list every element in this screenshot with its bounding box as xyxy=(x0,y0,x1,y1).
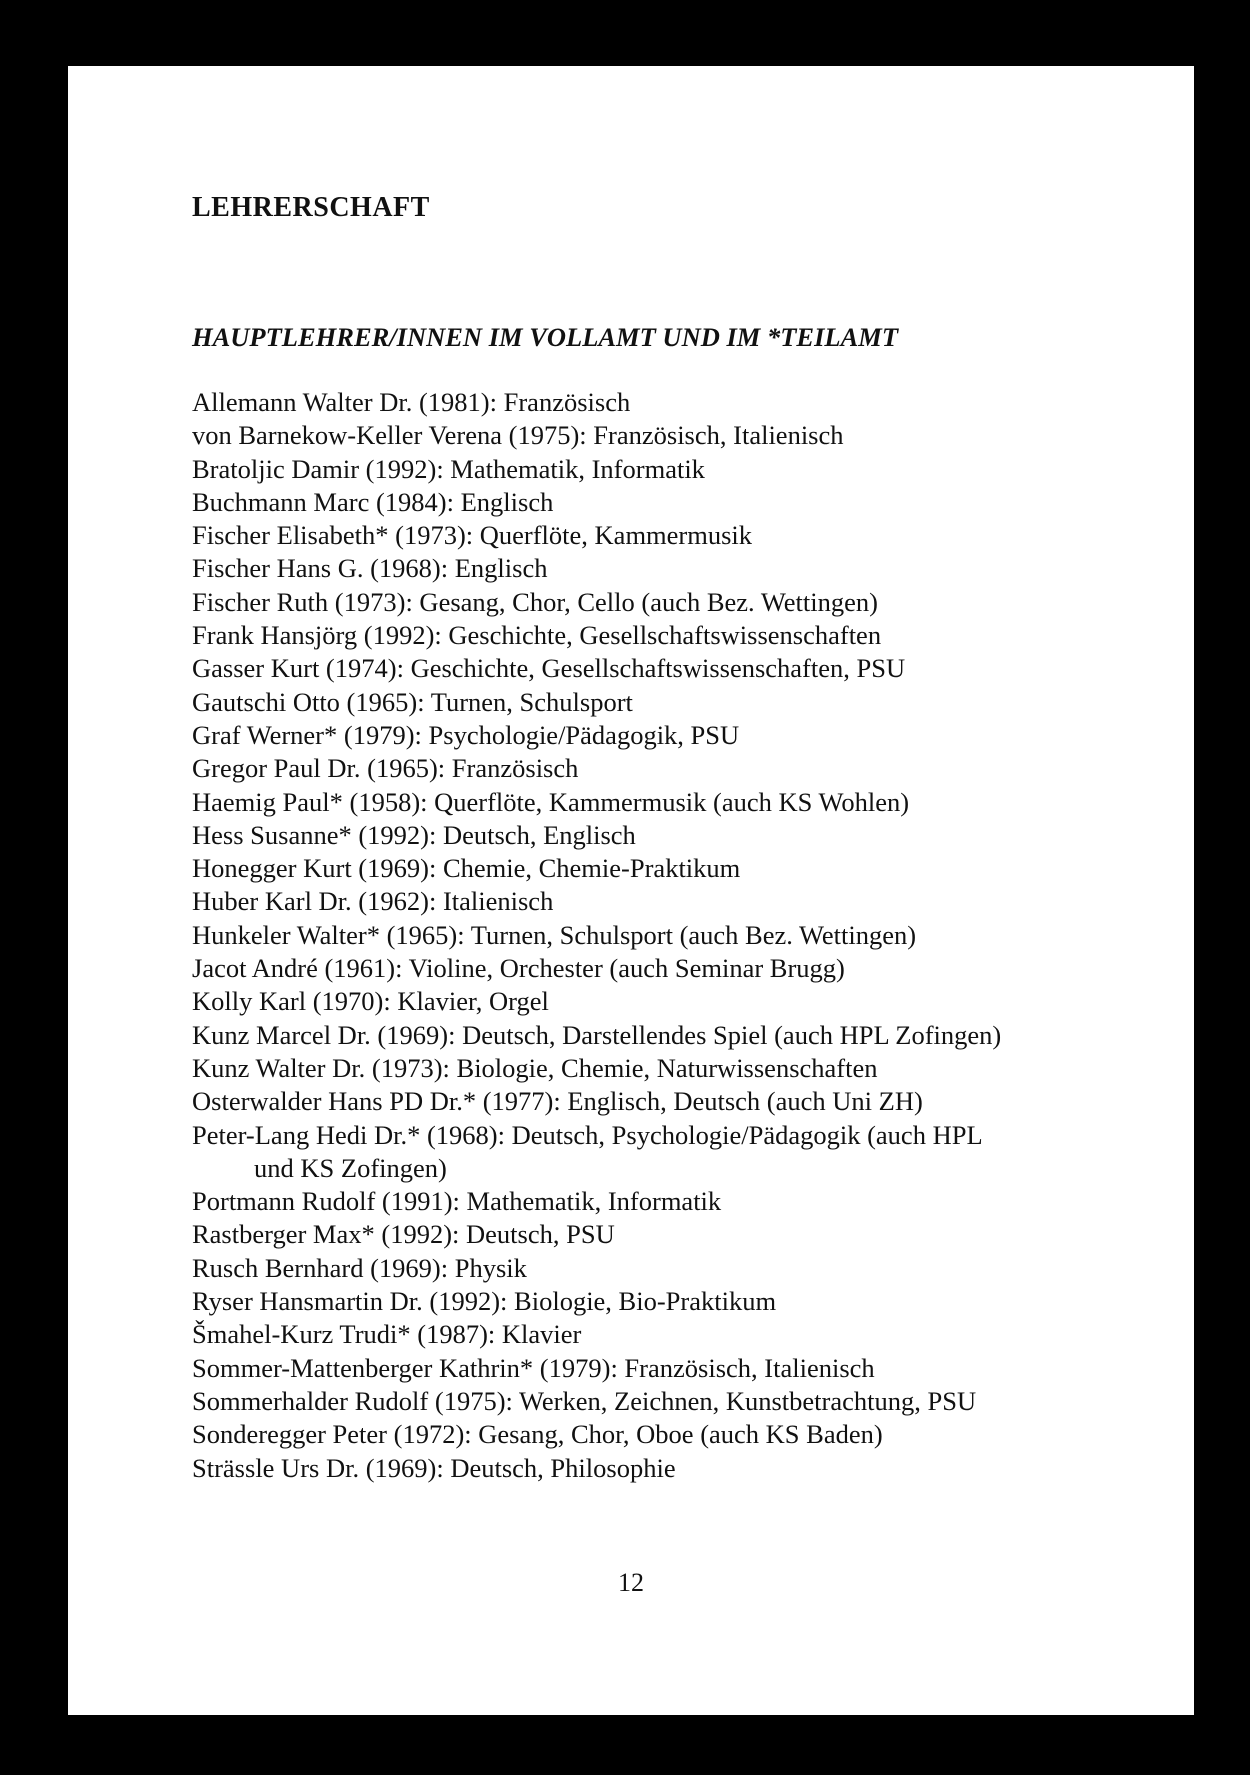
list-item: Gautschi Otto (1965): Turnen, Schulsport xyxy=(192,686,633,717)
list-item: Graf Werner* (1979): Psychologie/Pädagogik, PSU xyxy=(192,719,740,750)
page-title: LEHRERSCHAFT xyxy=(192,192,430,223)
list-item-continuation: und KS Zofingen) xyxy=(254,1152,447,1183)
list-item: Peter-Lang Hedi Dr.* (1968): Deutsch, Psychologie/Pädagogik (auch HPL xyxy=(192,1119,983,1150)
list-item: Strässle Urs Dr. (1969): Deutsch, Philosophie xyxy=(192,1452,676,1483)
list-item: Kunz Walter Dr. (1973): Biologie, Chemie, Naturwissenschaften xyxy=(192,1052,878,1083)
list-item: Allemann Walter Dr. (1981): Französisch xyxy=(192,387,631,417)
list-item: Fischer Elisabeth* (1973): Querflöte, Kammermusik xyxy=(192,520,753,551)
list-item: Frank Hansjörg (1992): Geschichte, Gesellschaftswissenschaften xyxy=(192,620,882,651)
list-item: Hunkeler Walter* (1965): Turnen, Schulsport (auch Bez. Wettingen) xyxy=(192,919,917,950)
list-item: Fischer Hans G. (1968): Englisch xyxy=(192,553,548,584)
list-item: Gregor Paul Dr. (1965): Französisch xyxy=(192,753,579,784)
list-item: Honegger Kurt (1969): Chemie, Chemie-Praktikum xyxy=(192,853,741,884)
list-item: Huber Karl Dr. (1962): Italienisch xyxy=(192,886,554,917)
list-item: von Barnekow-Keller Verena (1975): Französisch, Italienisch xyxy=(192,420,844,451)
list-item: Sonderegger Peter (1972): Gesang, Chor, Oboe (auch KS Baden) xyxy=(192,1419,883,1450)
list-item: Buchmann Marc (1984): Englisch xyxy=(192,486,554,517)
list-item: Kunz Marcel Dr. (1969): Deutsch, Darstellendes Spiel (auch HPL Zofingen) xyxy=(192,1019,1002,1050)
list-item: Gasser Kurt (1974): Geschichte, Gesellschaftswissenschaften, PSU xyxy=(192,653,906,684)
list-item: Sommer-Mattenberger Kathrin* (1979): Französisch, Italienisch xyxy=(192,1352,875,1383)
section-heading: HAUPTLEHRER/INNEN IM VOLLAMT UND IM *TEILAMT xyxy=(192,322,899,352)
list-item: Haemig Paul* (1958): Querflöte, Kammermusik (auch KS Wohlen) xyxy=(192,786,910,817)
list-item: Rusch Bernhard (1969): Physik xyxy=(192,1252,527,1283)
list-item: Fischer Ruth (1973): Gesang, Chor, Cello (auch Bez. Wettingen) xyxy=(192,586,878,617)
list-item: Portmann Rudolf (1991): Mathematik, Informatik xyxy=(192,1186,722,1217)
teacher-list xyxy=(192,386,1172,1485)
list-item: Rastberger Max* (1992): Deutsch, PSU xyxy=(192,1219,615,1250)
list-item: Šmahel-Kurz Trudi* (1987): Klavier xyxy=(192,1319,582,1350)
list-item: Sommerhalder Rudolf (1975): Werken, Zeichnen, Kunstbetrachtung, PSU xyxy=(192,1385,977,1416)
list-item: Hess Susanne* (1992): Deutsch, Englisch xyxy=(192,819,636,850)
list-item: Jacot André (1961): Violine, Orchester (auch Seminar Brugg) xyxy=(192,953,845,984)
list-item: Bratoljic Damir (1992): Mathematik, Informatik xyxy=(192,453,705,484)
list-item: Kolly Karl (1970): Klavier, Orgel xyxy=(192,986,549,1017)
page-number: 12 xyxy=(618,1568,644,1597)
document-page xyxy=(68,66,1194,1715)
list-item: Osterwalder Hans PD Dr.* (1977): Englisch, Deutsch (auch Uni ZH) xyxy=(192,1086,923,1117)
list-item: Ryser Hansmartin Dr. (1992): Biologie, Bio-Praktikum xyxy=(192,1286,777,1317)
